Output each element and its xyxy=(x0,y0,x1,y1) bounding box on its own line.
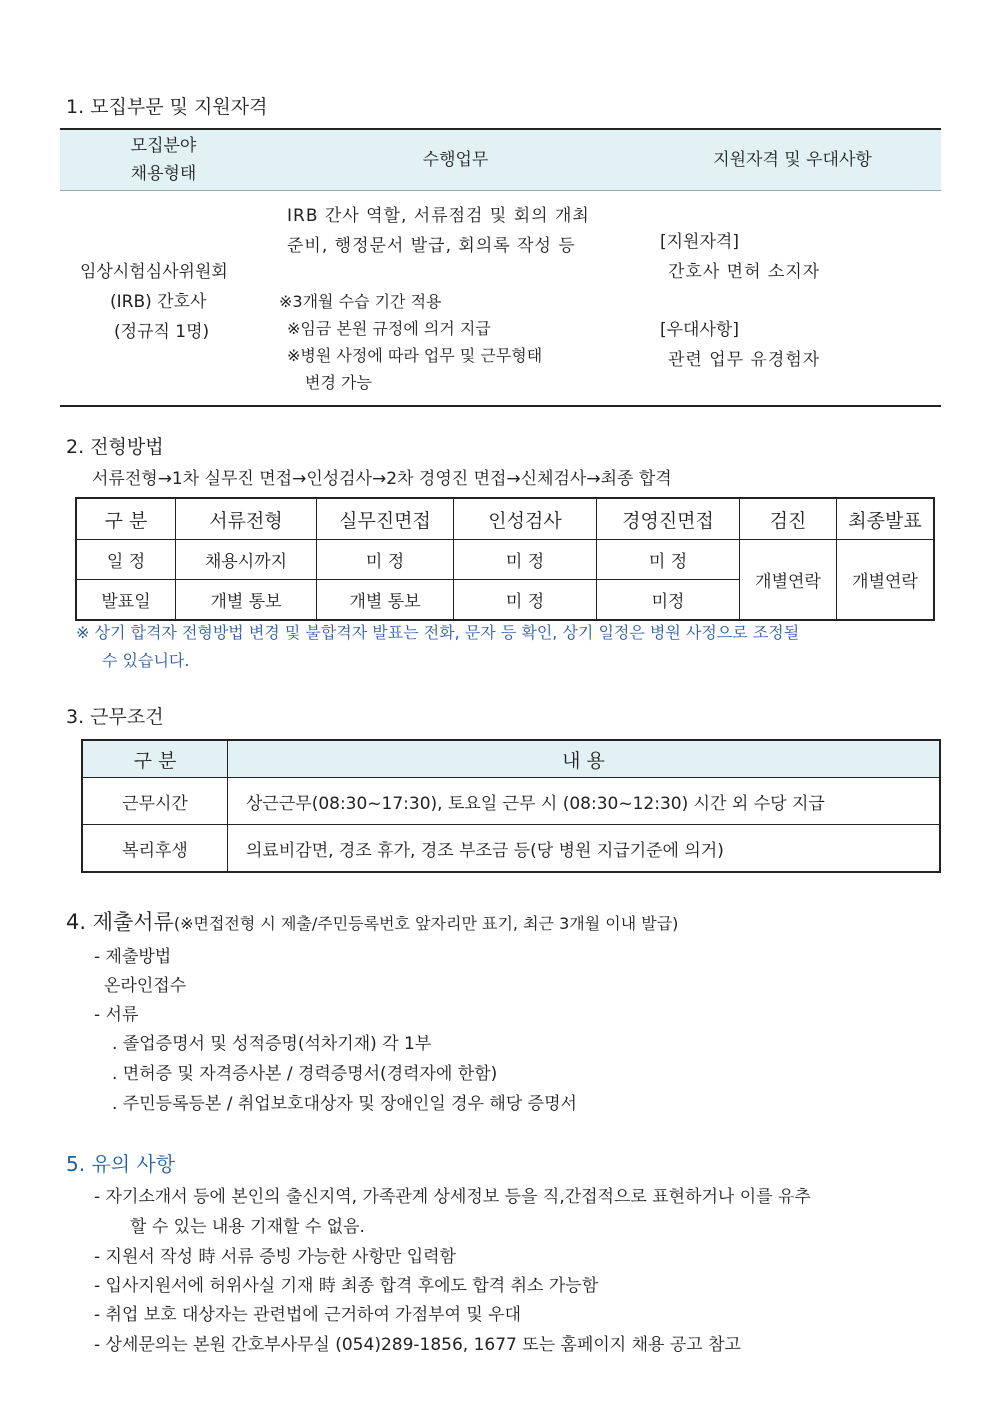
conditions-header: 구 분 xyxy=(82,740,228,778)
schedule-table xyxy=(75,497,935,621)
field-line1: 임상시험심사위원회 xyxy=(80,262,228,282)
conditions-content: 상근근무(08:30~17:30), 토요일 근무 시 (08:30~12:30) 시간 외 수당 지급 xyxy=(228,778,941,825)
docs-label: - 서류 xyxy=(94,1005,139,1025)
duties-note3: ※병원 사정에 따라 업무 및 근무형태 xyxy=(287,346,543,365)
duties-line1: IRB 간사 역할, 서류점검 및 회의 개최 xyxy=(287,206,590,226)
duties-note1: ※3개월 수습 기간 적용 xyxy=(279,292,442,311)
schedule-header: 검진 xyxy=(740,498,837,540)
doc-item: . 주민등록등본 / 취업보호대상자 및 장애인일 경우 해당 증명서 xyxy=(112,1094,577,1114)
header-field-line1: 모집분야 xyxy=(130,136,197,156)
schedule-header: 실무진면접 xyxy=(317,498,454,540)
checkup-cell: 개별연락 xyxy=(740,540,837,621)
schedule-cell: 발표일 xyxy=(76,580,176,621)
schedule-cell: 채용시까지 xyxy=(176,540,317,580)
schedule-cell: 일 정 xyxy=(76,540,176,580)
header-field-line2: 채용형태 xyxy=(130,164,197,184)
doc-item: . 졸업증명서 및 성적증명(석차기재) 각 1부 xyxy=(112,1034,432,1054)
notice-item: - 상세문의는 본원 간호부사무실 (054)289-1856, 1677 또는 홈페이지 채용 공고 참고 xyxy=(94,1335,741,1355)
doc-item: . 면허증 및 자격증사본 / 경력증명서(경력자에 한함) xyxy=(112,1064,498,1084)
qual-label1: [지원자격] xyxy=(660,232,739,252)
qual-value2: 관련 업무 유경험자 xyxy=(668,350,821,370)
schedule-cell: 미정 xyxy=(597,580,740,621)
section5-title: 5. 유의 사항 xyxy=(66,1152,176,1176)
section4-title-main: 4. 제출서류 xyxy=(66,910,174,934)
field-line2: (IRB) 간호사 xyxy=(110,292,207,312)
header-field xyxy=(60,129,267,191)
duties-note4: 변경 가능 xyxy=(305,373,372,392)
section4-title-note: (※면접전형 시 제출/주민등록번호 앞자리만 표기, 최근 3개월 이내 발급) xyxy=(173,914,679,933)
section1-title: 1. 모집부문 및 지원자격 xyxy=(66,96,268,118)
notice-item: - 취업 보호 대상자는 관련법에 근거하여 가점부여 및 우대 xyxy=(94,1305,522,1325)
qual-value1: 간호사 면허 소지자 xyxy=(668,262,821,282)
schedule-cell: 미 정 xyxy=(597,540,740,580)
duties-note2: ※임금 본원 규정에 의거 지급 xyxy=(287,319,491,338)
conditions-label: 근무시간 xyxy=(82,778,228,825)
conditions-header: 내 용 xyxy=(228,740,941,778)
conditions-label: 복리후생 xyxy=(82,825,228,873)
final-cell: 개별연락 xyxy=(837,540,935,621)
schedule-header: 최종발표 xyxy=(837,498,935,540)
schedule-header: 서류전형 xyxy=(176,498,317,540)
conditions-content: 의료비감면, 경조 휴가, 경조 부조금 등(당 병원 지급기준에 의거) xyxy=(228,825,941,873)
recruitment-table xyxy=(60,128,941,407)
schedule-header: 경영진면접 xyxy=(597,498,740,540)
conditions-table xyxy=(81,739,941,873)
field-cell xyxy=(60,191,267,407)
field-line3: (정규직 1명) xyxy=(114,322,210,342)
schedule-note-line2: 수 있습니다. xyxy=(102,651,190,670)
schedule-header: 구 분 xyxy=(76,498,176,540)
method-label: - 제출방법 xyxy=(94,947,172,967)
section3-title: 3. 근무조건 xyxy=(66,706,164,728)
header-duties: 수행업무 xyxy=(267,129,644,191)
notice-item-cont: 할 수 있는 내용 기재할 수 없음. xyxy=(130,1217,365,1237)
schedule-cell: 미 정 xyxy=(454,580,597,621)
notice-item: - 지원서 작성 時 서류 증빙 가능한 사항만 입력함 xyxy=(94,1247,456,1267)
schedule-header: 인성검사 xyxy=(454,498,597,540)
schedule-cell: 개별 통보 xyxy=(317,580,454,621)
qual-label2: [우대사항] xyxy=(660,320,739,340)
duties-line2: 준비, 행정문서 발급, 회의록 작성 등 xyxy=(287,236,576,256)
schedule-note-line1: ※ 상기 합격자 전형방법 변경 및 불합격자 발표는 전화, 문자 등 확인, 상기 일정은 병원 사정으로 조정될 xyxy=(76,623,800,642)
schedule-cell: 미 정 xyxy=(454,540,597,580)
section4-title xyxy=(66,906,678,936)
header-qualification: 지원자격 및 우대사항 xyxy=(644,129,941,191)
section2-title: 2. 전형방법 xyxy=(66,436,164,458)
schedule-cell: 개별 통보 xyxy=(176,580,317,621)
notice-item: - 자기소개서 등에 본인의 출신지역, 가족관계 상세정보 등을 직,간접적으로 표현하거나 이를 유추 xyxy=(94,1187,811,1207)
qualification-cell xyxy=(644,191,941,407)
schedule-cell: 미 정 xyxy=(317,540,454,580)
method-value: 온라인접수 xyxy=(104,976,187,996)
selection-flow: 서류전형→1차 실무진 면접→인성검사→2차 경영진 면접→신체검사→최종 합격 xyxy=(92,469,672,489)
notice-item: - 입사지원서에 허위사실 기재 時 최종 합격 후에도 합격 취소 가능함 xyxy=(94,1276,599,1296)
duties-cell xyxy=(267,191,644,407)
